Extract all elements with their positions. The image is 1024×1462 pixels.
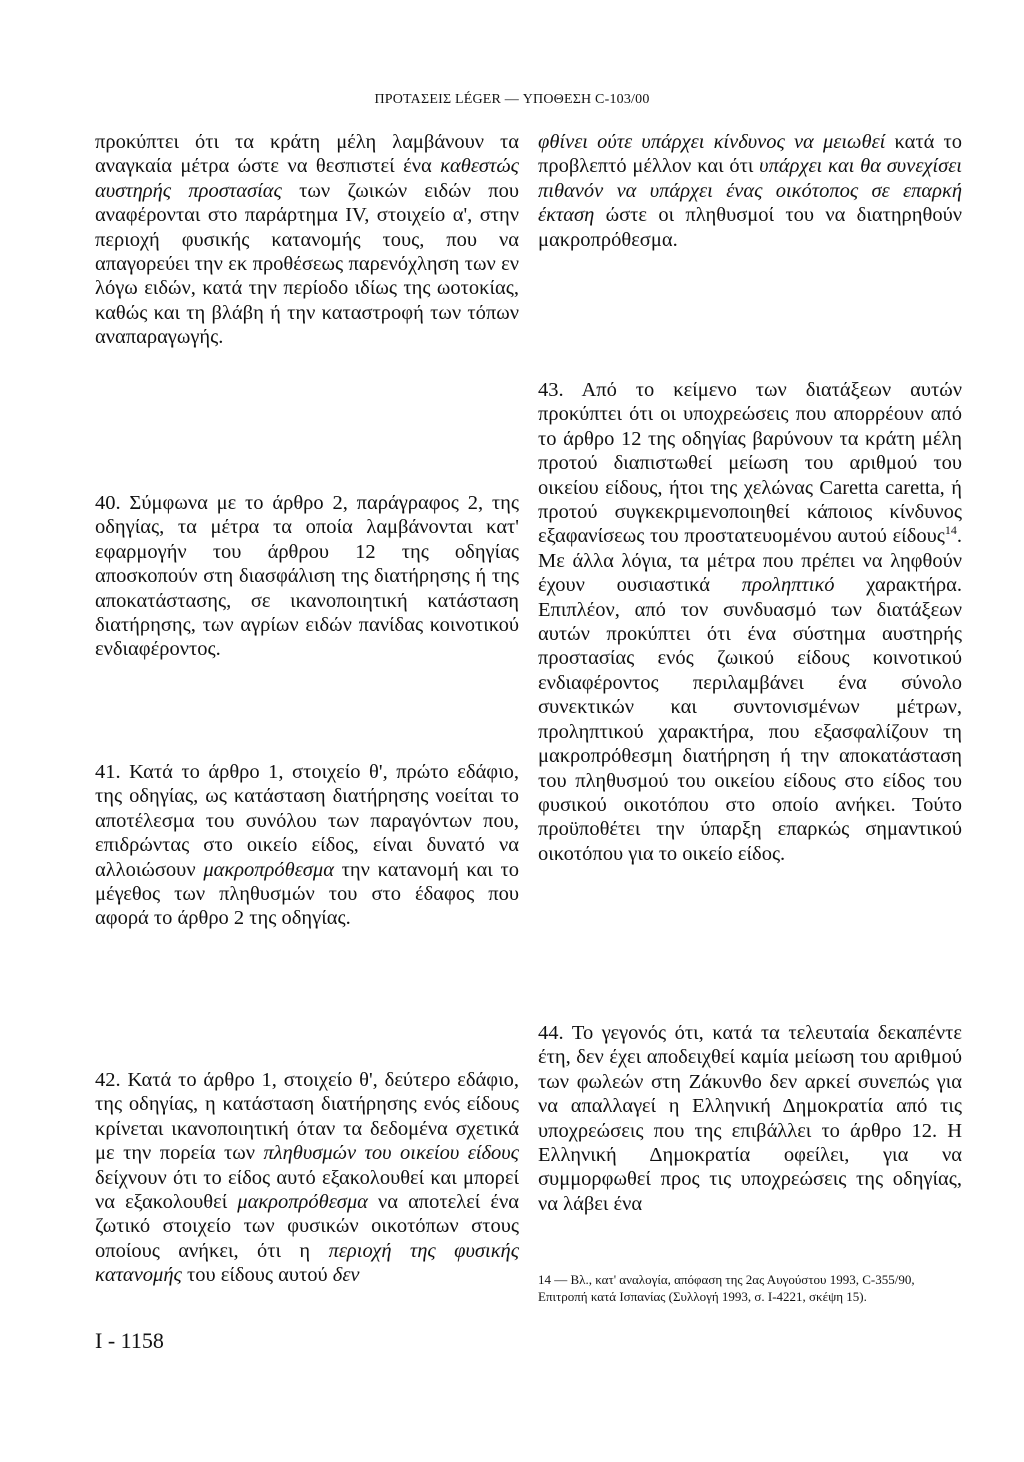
- page-number: I - 1158: [95, 1328, 164, 1353]
- paragraph-44: 44. Το γεγονός ότι, κατά τα τελευταία δεκαπέντε έτη, δεν έχει αποδειχθεί καμία μείωση του αριθμού των φωλεών στη Ζάκυνθο δεν αρκεί συνεπώς για να απαλλαγεί η Ελληνική Δημοκρατία από τις υποχρεώσεις που της επιβάλλει το άρθρο 12. Η Ελληνική Δημοκρατία οφείλει, για να συμμορφωθεί προς τις υποχρεώσεις της οδηγίας, να λάβει ένα: [538, 1022, 962, 1215]
- left-paragraph-continued: προκύπτει ότι τα κράτη μέλη λαμβάνουν τα αναγκαία μέτρα ώστε να θεσπιστεί ένα καθεστώς αυστηρής προστασίας των ζωικών ειδών που αναφέρονται στο παράρτημα IV, στοιχείο α', στην περιοχή φυσικής κατανομής τους, που να απαγορεύει την εκ προθέσεως παρενόχληση των εν λόγω ειδών, κατά την περίοδο ιδίως της ωοτοκίας, καθώς και τη βλάβη ή την καταστροφή των τόπων αναπαραγωγής.: [95, 131, 519, 349]
- paragraph-41: 41. Κατά το άρθρο 1, στοιχείο θ', πρώτο εδάφιο, της οδηγίας, ως κατάσταση διατήρησης νοείται το αποτέλεσμα του συνόλου των παραγόντων που, επιδρώντας στο οικείο είδος, είναι δυνατό να αλλοιώσουν μακροπρόθεσμα την κατανομή και το μέγεθος των πληθυσμών του στο έδαφος που αφορά το άρθρο 2 της οδηγίας.: [95, 761, 519, 930]
- paragraph-43: 43. Από το κείμενο των διατάξεων αυτών προκύπτει ότι οι υποχρεώσεις που απορρέουν από το άρθρο 12 της οδηγίας βαρύνουν τα κράτη μέλη προτού διαπιστωθεί μείωση του αριθμού του οικείου είδους, ήτοι της χελώνας Caretta caretta, ή προτού συγκεκριμενοποιηθεί κάποιος κίνδυνος εξαφανίσεως του προστατευομένου αυτού είδους$^{14}$. Με άλλα λόγια, τα μέτρα που πρέπει να ληφθούν έχουν ουσιαστικά προληπτικό χαρακτήρα. Επιπλέον, από τον συνδυασμό των διατάξεων αυτών προκύπτει ότι ένα σύστημα αυστηρής προστασίας ενός ζωικού είδους κοινοτικού ενδιαφέροντος περιλαμβάνει ένα σύνολο συνεκτικών και συντονισμένων μέτρων, προληπτικού χαρακτήρα, που εξασφαλίζουν τη μακροπρόθεσμη διατήρηση ή την αποκατάσταση του πληθυσμού του οικείου είδους στο είδος του φυσικού οικοτόπου στο οποίο ανήκει. Τούτο προϋποθέτει την ύπαρξη επαρκώς σημαντικού οικοτόπου για το οικείο είδος.: [538, 379, 962, 865]
- running-header: ΠΡΟΤΑΣΕΙΣ LÉGER — ΥΠΟΘΕΣΗ C-103/00: [374, 92, 650, 107]
- paragraph-42: 42. Κατά το άρθρο 1, στοιχείο θ', δεύτερο εδάφιο, της οδηγίας, η κατάσταση διατήρησης ενός είδους κρίνεται ικανοποιητική όταν τα δεδομένα σχετικά με την πορεία των πληθυσμών του οικείου είδους δείχνουν ότι το είδος αυτό εξακολουθεί και μπορεί να εξακολουθεί μακροπρόθεσμα να αποτελεί ένα ζωτικό στοιχείο των φυσικών οικοτόπων στους οποίους ανήκει, ότι η περιοχή της φυσικής κατανομής του είδους αυτού δεν: [95, 1069, 520, 1287]
- footnote-14: 14 — Βλ., κατ' αναλογία, απόφαση της 2ας Αυγούστου 1993, C-355/90, Επιτροπή κατά Ισπανίας (Συλλογή 1993, σ. I-4221, σκέψη 15).: [538, 1272, 915, 1304]
- footnote-ref-14[interactable]: 14: [944, 523, 957, 538]
- paragraph-40: 40. Σύμφωνα με το άρθρο 2, παράγραφος 2, της οδηγίας, τα μέτρα τα οποία λαμβάνονται κατ' εφαρμογήν του άρθρου 12 της οδηγίας αποσκοπούν στη διασφάλιση της διατήρησης ή της αποκατάστασης, σε ικανοποιητική κατάσταση διατήρησης, των αγρίων ειδών πανίδας κοινοτικού ενδιαφέροντος.: [95, 492, 519, 661]
- right-paragraph-continued: φθίνει ούτε υπάρχει κίνδυνος να μειωθεί κατά το προβλεπτό μέλλον και ότι υπάρχει και θα συνεχίσει πιθανόν να υπάρχει ένας οικότοπος σε επαρκή έκταση ώστε οι πληθυσμοί του να διατηρηθούν μακροπρόθεσμα.: [538, 131, 963, 251]
